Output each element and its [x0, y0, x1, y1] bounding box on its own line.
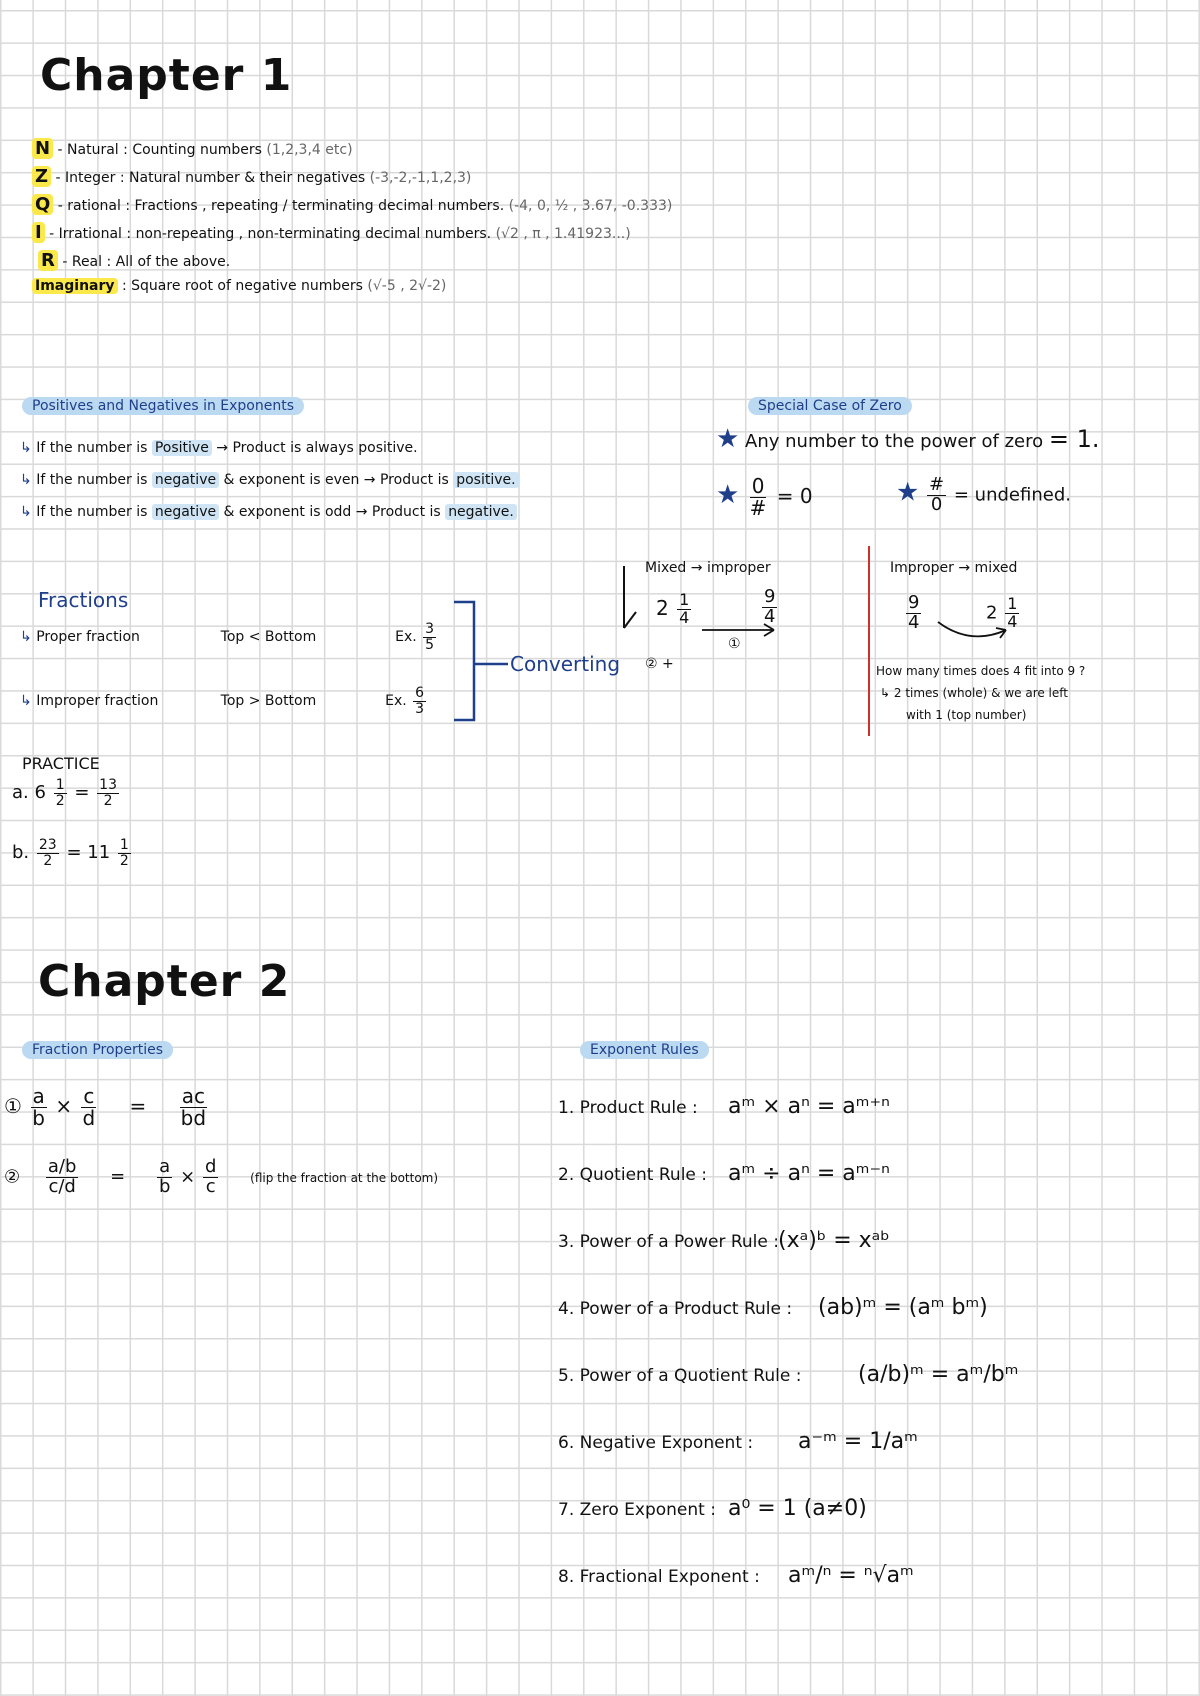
- zero-rule-1-text: Any number to the power of zero: [745, 431, 1044, 452]
- rule-label: 8. Fractional Exponent :: [558, 1567, 760, 1587]
- practice-fraction: [54, 778, 67, 808]
- set-desc: Fractions , repeating / terminating decimal numbers.: [134, 198, 505, 214]
- property-number: ①: [4, 1094, 22, 1118]
- practice-equals: = 11: [66, 842, 111, 864]
- zero-rule-3-result: = undefined.: [953, 484, 1071, 506]
- flip-note: (flip the fraction at the bottom): [250, 1171, 439, 1186]
- proper-fraction-row: ↳ Proper fraction Top < Bottom Ex. $\frac{3}{5}$: [20, 621, 435, 653]
- zero-rule-2-result: = 0: [776, 484, 813, 508]
- rule-label: 5. Power of a Quotient Rule :: [558, 1366, 802, 1386]
- fraction-denominator: b: [32, 1106, 45, 1130]
- converting-label: Converting: [510, 652, 621, 676]
- set-rational: Q - rational : Fractions , repeating / terminating decimal numbers. (-4, 0, ½ , 3.67, -0.333): [32, 194, 672, 222]
- rule-end: positive.: [453, 472, 518, 488]
- fraction-props-heading-wrap: [22, 1042, 173, 1058]
- rule-highlight: negative: [152, 472, 219, 488]
- mixed-result-fraction: [1005, 596, 1019, 631]
- fraction-denominator: c/d: [48, 1175, 76, 1197]
- fraction-numerator: 9: [764, 586, 776, 607]
- proper-rule: Top < Bottom: [220, 629, 317, 646]
- improper-result-fraction: [762, 588, 777, 627]
- fraction-a-b: [30, 1086, 47, 1129]
- fraction-a-b: [157, 1158, 172, 1197]
- rule-mid: & exponent is odd: [223, 504, 352, 520]
- down-arrow-icon: [618, 562, 642, 634]
- chapter-2-title: Chapter 2: [38, 956, 291, 1007]
- rule-formula: aᵐ/ⁿ = ⁿ√aᵐ: [788, 1563, 914, 1588]
- exponent-rule: ↳ If the number is Positive → Product is always positive.: [20, 440, 418, 456]
- fraction-numerator: 9: [908, 592, 920, 613]
- rule-prefix: If the number is: [36, 472, 148, 488]
- improper-label: Improper fraction: [36, 693, 159, 710]
- rule-formula: a⁰ = 1 (a≠0): [728, 1496, 867, 1521]
- improper-source-fraction: [906, 594, 921, 633]
- fraction-c-d: [80, 1086, 97, 1129]
- red-divider: [868, 546, 870, 736]
- rule-label: 3. Power of a Power Rule :: [558, 1232, 779, 1252]
- exponent-rule-row: [558, 1342, 1018, 1409]
- improper-ex-fraction: [413, 686, 426, 716]
- fraction-numerator: 13: [99, 777, 117, 793]
- complex-fraction: [46, 1158, 79, 1197]
- fraction-denominator: 0: [930, 493, 943, 515]
- rule-highlight: negative: [152, 504, 219, 520]
- set-letter: R: [38, 250, 58, 271]
- chapter-1-title: Chapter 1: [40, 50, 293, 101]
- practice-whole: 6: [34, 782, 46, 804]
- exponents-heading: Positives and Negatives in Exponents: [22, 397, 304, 415]
- fraction-denominator: 2: [119, 852, 129, 869]
- fraction-numerator: 0: [751, 474, 765, 498]
- rule-label: 2. Quotient Rule :: [558, 1165, 708, 1185]
- practice-b: [12, 838, 133, 868]
- exponent-rule-row: [558, 1543, 1018, 1610]
- set-name: Integer: [65, 170, 116, 186]
- rule-highlight: Positive: [152, 440, 212, 456]
- fraction-result: [179, 1086, 208, 1129]
- rule-formula: aᵐ ÷ aⁿ = aᵐ⁻ⁿ: [728, 1161, 890, 1186]
- fraction-denominator: 4: [908, 611, 920, 633]
- exponent-rule-row: [558, 1074, 1018, 1141]
- exponent-rules-list: [20, 432, 519, 528]
- set-imaginary: Imaginary : Square root of negative numbers (√-5 , 2√-2): [32, 278, 672, 306]
- practice-label: a.: [12, 782, 29, 804]
- zero-rule-1: [716, 424, 1100, 454]
- set-examples: (√2 , π , 1.41923...): [495, 226, 631, 242]
- set-letter: N: [32, 138, 53, 159]
- number-sets-list: [32, 138, 672, 306]
- fractions-heading: Fractions: [38, 588, 129, 612]
- fraction-denominator: 2: [103, 792, 113, 809]
- fraction-denominator: 4: [1007, 611, 1018, 631]
- undefined-fraction: [927, 476, 946, 515]
- rule-label: 4. Power of a Product Rule :: [558, 1299, 793, 1319]
- set-examples: (√-5 , 2√-2): [367, 278, 447, 294]
- rule-prefix: If the number is: [36, 440, 148, 456]
- step-circle: ①: [728, 636, 741, 652]
- fraction-numerator: #: [929, 474, 945, 495]
- mixed-number: [656, 592, 693, 627]
- rule-formula: (a/b)ᵐ = aᵐ/bᵐ: [858, 1362, 1019, 1387]
- rule-result: → Product is: [363, 472, 449, 488]
- fraction-property-2: ② $\frac{a/b}{c/d}$ = $\frac{a}{b}$ × $\frac{d}{c}$ (flip the fraction at the bottom): [4, 1156, 439, 1197]
- improper-to-mixed-title: Improper → mixed: [890, 560, 1018, 576]
- exponent-rules-heading-wrap: [580, 1042, 709, 1058]
- star-icon: ★: [716, 424, 740, 454]
- improper-rule: Top > Bottom: [220, 693, 317, 710]
- set-name: Real: [71, 254, 103, 270]
- zero-heading: Special Case of Zero: [748, 397, 912, 415]
- practice-answer: [97, 778, 119, 808]
- exponent-rules-heading: Exponent Rules: [580, 1041, 709, 1059]
- set-letter: Imaginary: [32, 278, 118, 294]
- rule-result: → Product is: [355, 504, 441, 520]
- improper-result: [760, 588, 779, 627]
- set-desc: Square root of negative numbers: [131, 278, 363, 294]
- set-letter: Z: [32, 166, 51, 187]
- improper-ex-label: Ex.: [385, 693, 407, 710]
- set-desc: Natural number & their negatives: [129, 170, 366, 186]
- zero-rule-1-result: = 1.: [1048, 425, 1100, 453]
- star-icon: ★: [716, 480, 740, 510]
- fraction-numerator: 6: [415, 685, 425, 701]
- zero-rule-2: [716, 476, 813, 519]
- fraction-d-c: [203, 1158, 218, 1197]
- exponent-rule-row: [558, 1141, 1018, 1208]
- set-desc: Counting numbers: [132, 142, 262, 158]
- improper-fraction-row: ↳ Improper fraction Top > Bottom Ex. $\frac{6}{3}$: [20, 685, 425, 717]
- fraction-denominator: 5: [425, 636, 435, 653]
- set-examples: (1,2,3,4 etc): [266, 142, 353, 158]
- fraction-denominator: b: [158, 1175, 171, 1197]
- fraction-numerator: d: [204, 1156, 217, 1177]
- note-line: ↳ 2 times (whole) & we are left: [880, 686, 1068, 700]
- fraction-numerator: ac: [181, 1084, 205, 1108]
- rule-label: 1. Product Rule :: [558, 1098, 698, 1118]
- rule-result: → Product is always positive.: [216, 440, 418, 456]
- zero-fraction: [748, 476, 769, 519]
- set-natural: N - Natural : Counting numbers (1,2,3,4 etc): [32, 138, 672, 166]
- exponent-rule-row: [558, 1208, 1018, 1275]
- exponent-rules-list: [558, 1074, 1018, 1610]
- converting-bracket: [452, 598, 512, 724]
- set-integer: Z - Integer : Natural number & their negatives (-3,-2,-1,1,2,3): [32, 166, 672, 194]
- exponent-rule-row: [558, 1275, 1018, 1342]
- set-desc: non-repeating , non-terminating decimal numbers.: [135, 226, 492, 242]
- set-desc: All of the above.: [115, 254, 231, 270]
- mixed-to-improper-title: Mixed → improper: [645, 560, 771, 576]
- fraction-numerator: 1: [679, 590, 690, 609]
- fraction-numerator: a/b: [47, 1156, 77, 1177]
- fraction-denominator: bd: [180, 1106, 207, 1130]
- exponents-heading-wrap: [22, 398, 304, 414]
- practice-heading: PRACTICE: [22, 754, 100, 773]
- rule-formula: aᵐ × aⁿ = aᵐ⁺ⁿ: [728, 1094, 890, 1119]
- set-irrational: I - Irrational : non-repeating , non-terminating decimal numbers. (√2 , π , 1.41923...): [32, 222, 672, 250]
- rule-label: 7. Zero Exponent :: [558, 1500, 716, 1520]
- zero-heading-wrap: [748, 398, 912, 414]
- rule-end: negative.: [445, 504, 517, 520]
- rule-prefix: If the number is: [36, 504, 148, 520]
- set-letter: I: [32, 222, 45, 243]
- fraction-numerator: 1: [55, 777, 65, 793]
- rule-formula: (ab)ᵐ = (aᵐ bᵐ): [818, 1295, 988, 1320]
- practice-a: [12, 778, 121, 808]
- fraction-denominator: #: [749, 496, 767, 520]
- exponent-rule: ↳ If the number is negative & exponent is odd → Product is negative.: [20, 496, 519, 528]
- practice-answer: [118, 838, 131, 868]
- property-number: ②: [4, 1166, 21, 1188]
- fraction-numerator: 23: [38, 837, 57, 853]
- mixed-result: [986, 596, 1021, 631]
- rule-label: 6. Negative Exponent :: [558, 1433, 754, 1453]
- fraction-numerator: 1: [119, 837, 129, 853]
- fraction-numerator: 1: [1007, 594, 1018, 613]
- proper-label: Proper fraction: [36, 629, 140, 646]
- set-examples: (-3,-2,-1,1,2,3): [369, 170, 472, 186]
- fraction-property-1: ① $\frac{a}{b}$ × $\frac{c}{d}$ = $\frac{ac}{bd}$: [4, 1084, 207, 1130]
- fraction-numerator: 3: [425, 621, 435, 637]
- set-name: Irrational: [58, 226, 122, 242]
- zero-rule-3: [896, 476, 1071, 515]
- set-real: R - Real : All of the above.: [32, 250, 672, 278]
- fraction-denominator: 2: [43, 852, 53, 869]
- fraction-numerator: a: [32, 1084, 45, 1108]
- exponent-rule: ↳ If the number is negative & exponent is even → Product is positive.: [20, 464, 519, 496]
- mixed-result-whole: 2: [986, 602, 998, 624]
- fraction-denominator: c: [205, 1175, 216, 1197]
- fraction-denominator: 4: [679, 607, 690, 627]
- practice-fraction: [37, 838, 59, 868]
- rule-mid: & exponent is even: [223, 472, 360, 488]
- mixed-fraction: [677, 592, 691, 627]
- rule-formula: a⁻ᵐ = 1/aᵐ: [798, 1429, 918, 1454]
- fraction-numerator: c: [83, 1084, 95, 1108]
- rule-formula: (xᵃ)ᵇ = xᵃᵇ: [778, 1228, 890, 1253]
- fraction-denominator: 3: [415, 700, 425, 717]
- mixed-whole: 2: [656, 595, 669, 620]
- set-name: rational: [67, 198, 121, 214]
- fraction-numerator: a: [159, 1156, 171, 1177]
- practice-equals: =: [74, 782, 90, 804]
- fraction-denominator: d: [82, 1106, 96, 1130]
- note-line: How many times does 4 fit into 9 ?: [876, 664, 1086, 678]
- improper-notes: [876, 660, 1085, 726]
- exponent-rule-row: [558, 1476, 1018, 1543]
- exponent-rule-row: [558, 1409, 1018, 1476]
- practice-label: b.: [12, 842, 30, 864]
- step-two: ② +: [645, 656, 674, 672]
- note-line: with 1 (top number): [906, 708, 1027, 722]
- fraction-props-heading: Fraction Properties: [22, 1041, 173, 1059]
- improper-source: [904, 594, 923, 633]
- star-icon: ★: [896, 477, 920, 508]
- fraction-denominator: 4: [764, 605, 776, 627]
- proper-ex-fraction: [423, 622, 436, 652]
- set-name: Natural: [67, 142, 119, 158]
- set-letter: Q: [32, 194, 53, 215]
- proper-ex-label: Ex.: [395, 629, 417, 646]
- fraction-denominator: 2: [55, 792, 65, 809]
- set-examples: (-4, 0, ½ , 3.67, -0.333): [508, 198, 673, 214]
